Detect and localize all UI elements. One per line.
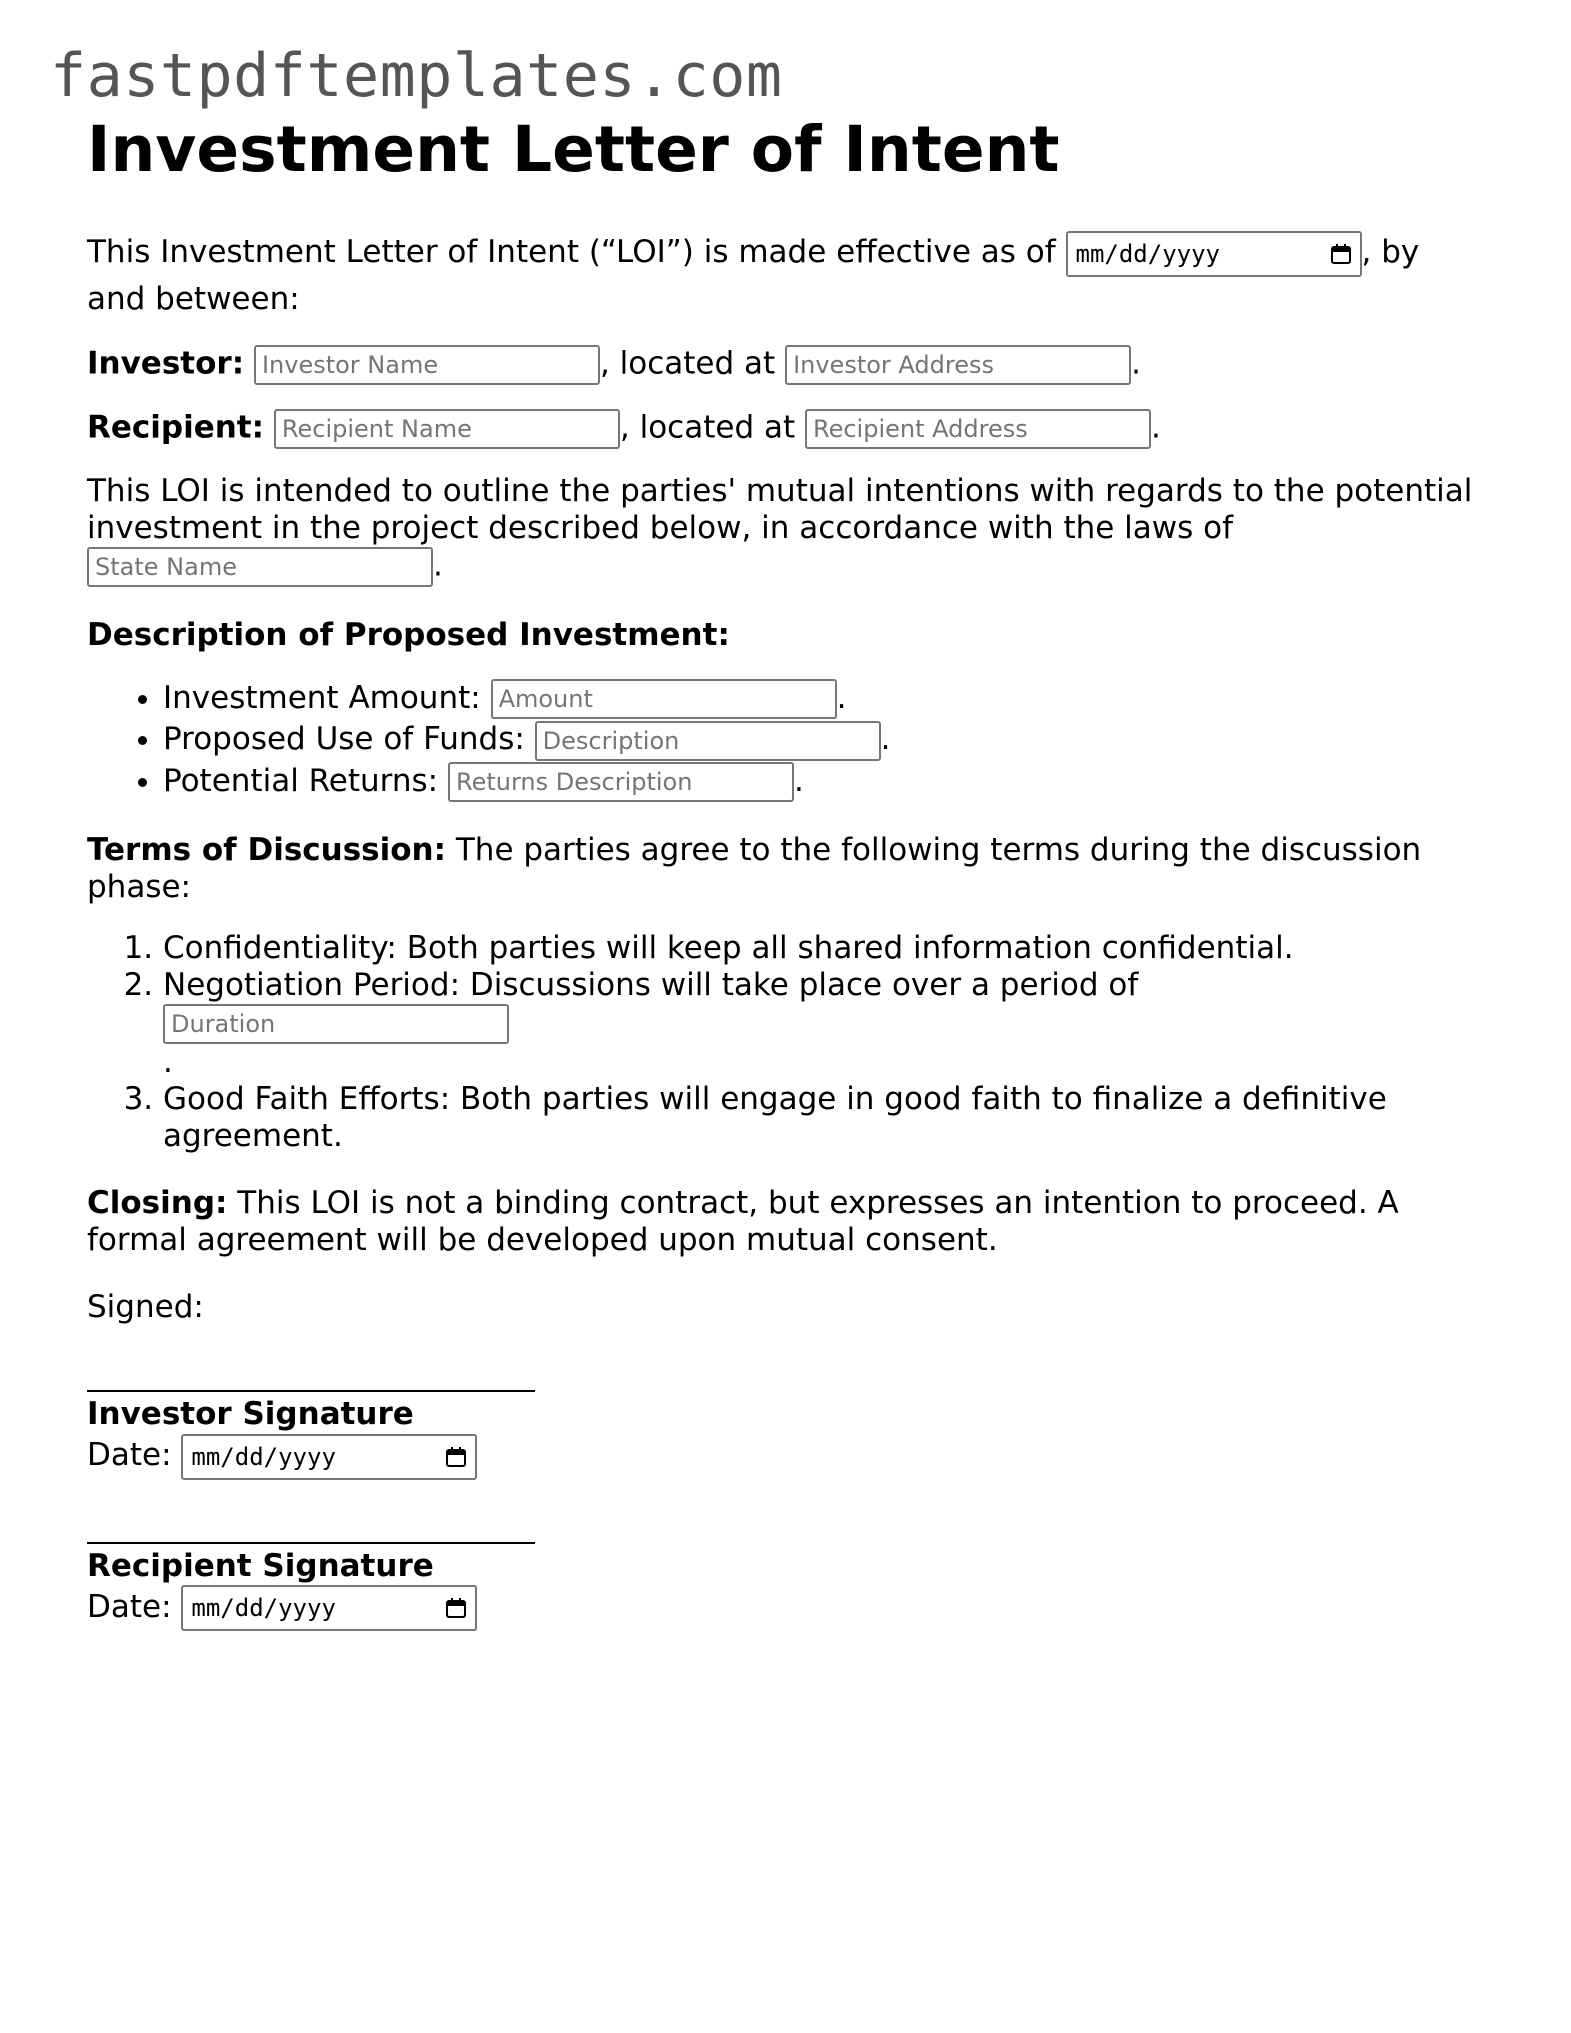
terms-text: The parties agree to the following terms during the discussion phase:	[87, 832, 1422, 906]
investment-amount-label: Investment Amount:	[163, 679, 481, 716]
intro-text: This Investment Letter of Intent (“LOI”) is made effective as of	[87, 234, 1056, 271]
investor-date-label: Date:	[87, 1437, 172, 1474]
investor-date-input[interactable]	[181, 1434, 477, 1480]
potential-returns-input[interactable]	[448, 762, 794, 802]
recipient-end: .	[1151, 409, 1161, 446]
use-of-funds-label: Proposed Use of Funds:	[163, 721, 525, 758]
effective-date-placeholder: mm/dd/yyyy	[1075, 239, 1220, 268]
investor-signature-label: Investor Signature	[87, 1396, 414, 1433]
watermark: fastpdftemplates.com	[50, 41, 783, 111]
closing-heading: Closing:	[87, 1185, 228, 1222]
investor-signature-line[interactable]	[87, 1390, 535, 1392]
recipient-address-input[interactable]	[805, 409, 1151, 449]
investor-name-input[interactable]	[254, 345, 600, 385]
list-item	[163, 967, 1487, 1081]
investor-date-line	[87, 1433, 1487, 1480]
potential-returns-label: Potential Returns:	[163, 762, 439, 799]
recipient-located-text: , located at	[619, 409, 796, 446]
document-title: Investment Letter of Intent	[87, 113, 1060, 186]
term-negotiation-period: Negotiation Period: Discussions will take place over a period of	[163, 967, 1139, 1004]
recipient-signature-line[interactable]	[87, 1542, 535, 1544]
recipient-label: Recipient:	[87, 409, 265, 446]
signed-label: Signed:	[87, 1289, 204, 1326]
intro-paragraph	[87, 230, 1487, 321]
recipient-date-label: Date:	[87, 1588, 172, 1625]
recipient-date-placeholder: mm/dd/yyyy	[191, 1594, 336, 1623]
investor-end: .	[1131, 345, 1141, 382]
closing-text: This LOI is not a binding contract, but expresses an intention to proceed. A formal agreement will be developed upon mutual consent.	[87, 1185, 1399, 1259]
investor-address-input[interactable]	[785, 345, 1131, 385]
recipient-name-input[interactable]	[274, 409, 620, 449]
recipient-date-line	[87, 1585, 1487, 1632]
recipient-signature-block	[87, 1542, 1487, 1632]
closing-paragraph	[87, 1185, 1487, 1259]
effective-date-input[interactable]	[1066, 231, 1362, 277]
terms-heading: Terms of Discussion:	[87, 832, 447, 869]
calendar-icon[interactable]	[445, 1597, 467, 1619]
terms-list	[87, 930, 1487, 1155]
investor-signature-block	[87, 1390, 1487, 1480]
purpose-end: .	[433, 547, 443, 584]
calendar-icon[interactable]	[1330, 243, 1352, 265]
description-heading-text: Description of Proposed Investment:	[87, 616, 730, 653]
use-of-funds-input[interactable]	[535, 721, 881, 761]
investment-details-list	[87, 678, 1487, 803]
duration-input[interactable]	[163, 1004, 509, 1044]
list-item-end: .	[880, 721, 891, 758]
investor-label: Investor:	[87, 345, 245, 382]
investor-date-placeholder: mm/dd/yyyy	[191, 1442, 336, 1471]
list-item-end: .	[793, 762, 804, 799]
investor-located-text: , located at	[599, 345, 776, 382]
term-good-faith: Good Faith Efforts: Both parties will engage in good faith to finalize a definitive agreement.	[163, 1081, 1387, 1155]
intro-text-end: , by and between:	[87, 234, 1420, 317]
description-heading	[87, 617, 1487, 654]
investor-line	[87, 345, 1487, 385]
recipient-signature-label: Recipient Signature	[87, 1547, 434, 1584]
document-page	[87, 108, 1487, 1631]
purpose-paragraph	[87, 473, 1487, 587]
list-item	[163, 761, 1487, 803]
calendar-icon[interactable]	[445, 1446, 467, 1468]
recipient-line	[87, 409, 1487, 449]
investment-amount-input[interactable]	[491, 679, 837, 719]
list-item	[163, 678, 1487, 720]
terms-paragraph	[87, 832, 1487, 906]
recipient-date-input[interactable]	[181, 1585, 477, 1631]
duration-end: .	[163, 1044, 173, 1081]
list-item-end: .	[836, 679, 847, 716]
list-item	[163, 1081, 1487, 1155]
list-item	[163, 719, 1487, 761]
state-name-input[interactable]	[87, 547, 433, 587]
term-confidentiality: Confidentiality: Both parties will keep all shared information confidential.	[163, 930, 1294, 967]
purpose-text: This LOI is intended to outline the parties' mutual intentions with regards to the potential investment in the project described below, in accordance with the laws of	[87, 472, 1473, 546]
list-item	[163, 930, 1487, 967]
